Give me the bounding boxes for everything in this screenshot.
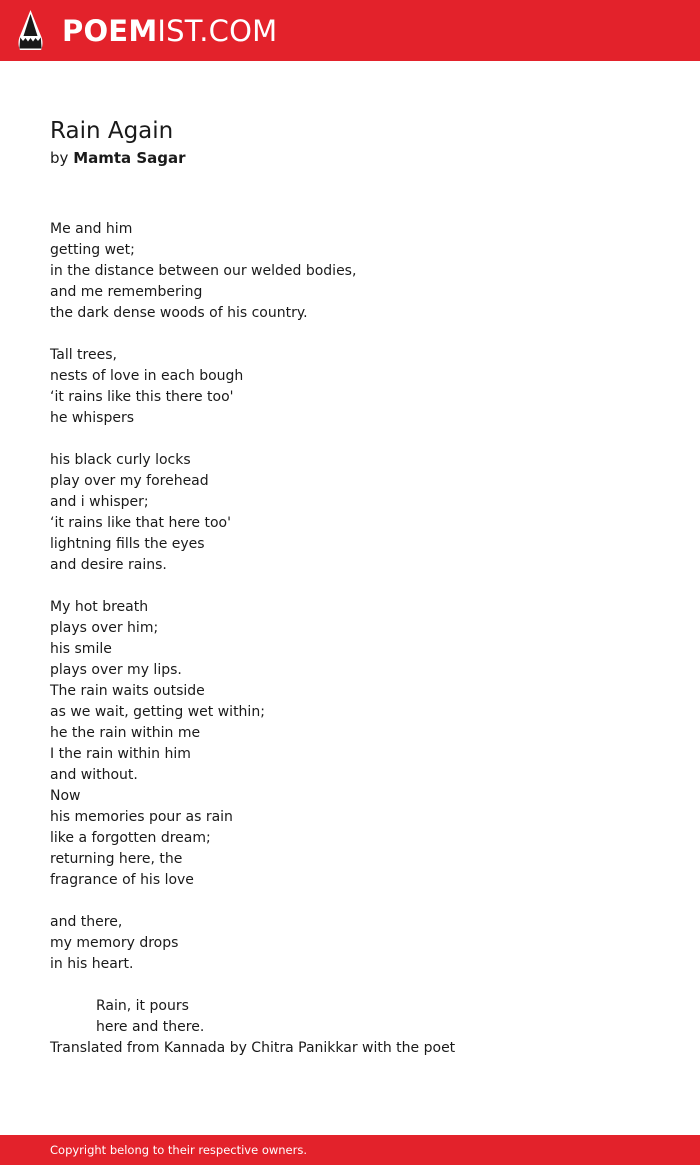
- poem-line: and me remembering: [50, 284, 203, 300]
- poem-line: plays over my lips.: [50, 662, 182, 678]
- poem-line: as we wait, getting wet within;: [50, 704, 265, 720]
- poem-line: in the distance between our welded bodies,: [50, 263, 357, 279]
- poem-line: play over my forehead: [50, 473, 209, 489]
- poem-title: Rain Again: [50, 118, 174, 144]
- poem-line: the dark dense woods of his country.: [50, 305, 308, 321]
- stanza-break: [50, 891, 670, 912]
- poem-author: Mamta Sagar: [73, 149, 186, 167]
- poem-line: returning here, the: [50, 851, 183, 867]
- poem-line: and desire rains.: [50, 557, 167, 573]
- poem-line: and without.: [50, 767, 138, 783]
- poem-line: Now: [50, 788, 81, 804]
- poem-line: in his heart.: [50, 956, 134, 972]
- poem-line: Rain, it pours: [96, 998, 189, 1014]
- site-header: [0, 0, 700, 61]
- poem-line: My hot breath: [50, 599, 149, 615]
- poem-byline: [50, 147, 186, 169]
- poem-line: Translated from Kannada by Chitra Panikkar with the poet: [50, 1040, 456, 1056]
- poem-line: getting wet;: [50, 242, 135, 258]
- copyright-text: Copyright belong to their respective owners.: [50, 1143, 308, 1157]
- logo-light-text: IST.COM: [157, 14, 278, 48]
- poem-line: here and there.: [96, 1019, 205, 1035]
- poem-body: [50, 219, 670, 1059]
- site-footer: [0, 1135, 700, 1165]
- poem-line: nests of love in each bough: [50, 368, 244, 384]
- pen-nib-icon[interactable]: [17, 10, 44, 51]
- stanza-break: [50, 975, 670, 996]
- poem-line: he the rain within me: [50, 725, 201, 741]
- poem-line: he whispers: [50, 410, 134, 426]
- poem-line: lightning fills the eyes: [50, 536, 205, 552]
- stanza-break: [50, 576, 670, 597]
- byline-prefix: by: [50, 149, 69, 167]
- poem-line: fragrance of his love: [50, 872, 194, 888]
- poem-line: and i whisper;: [50, 494, 149, 510]
- poem-line: Tall trees,: [50, 347, 117, 363]
- poem-line: The rain waits outside: [50, 683, 205, 699]
- stanza-break: [50, 429, 670, 450]
- poem-line: my memory drops: [50, 935, 179, 951]
- poem-line: his smile: [50, 641, 112, 657]
- poem-line: I the rain within him: [50, 746, 191, 762]
- stanza-break: [50, 324, 670, 345]
- poem-line: his memories pour as rain: [50, 809, 233, 825]
- site-logo[interactable]: [62, 12, 277, 50]
- poem-line: like a forgotten dream;: [50, 830, 211, 846]
- poem-line: ‘it rains like this there too': [50, 389, 234, 405]
- poem-line: Me and him: [50, 221, 133, 237]
- poem-line: his black curly locks: [50, 452, 191, 468]
- poem-line: and there,: [50, 914, 123, 930]
- logo-bold-text: POEM: [62, 14, 158, 48]
- poem-line: plays over him;: [50, 620, 159, 636]
- poem-line: ‘it rains like that here too': [50, 515, 231, 531]
